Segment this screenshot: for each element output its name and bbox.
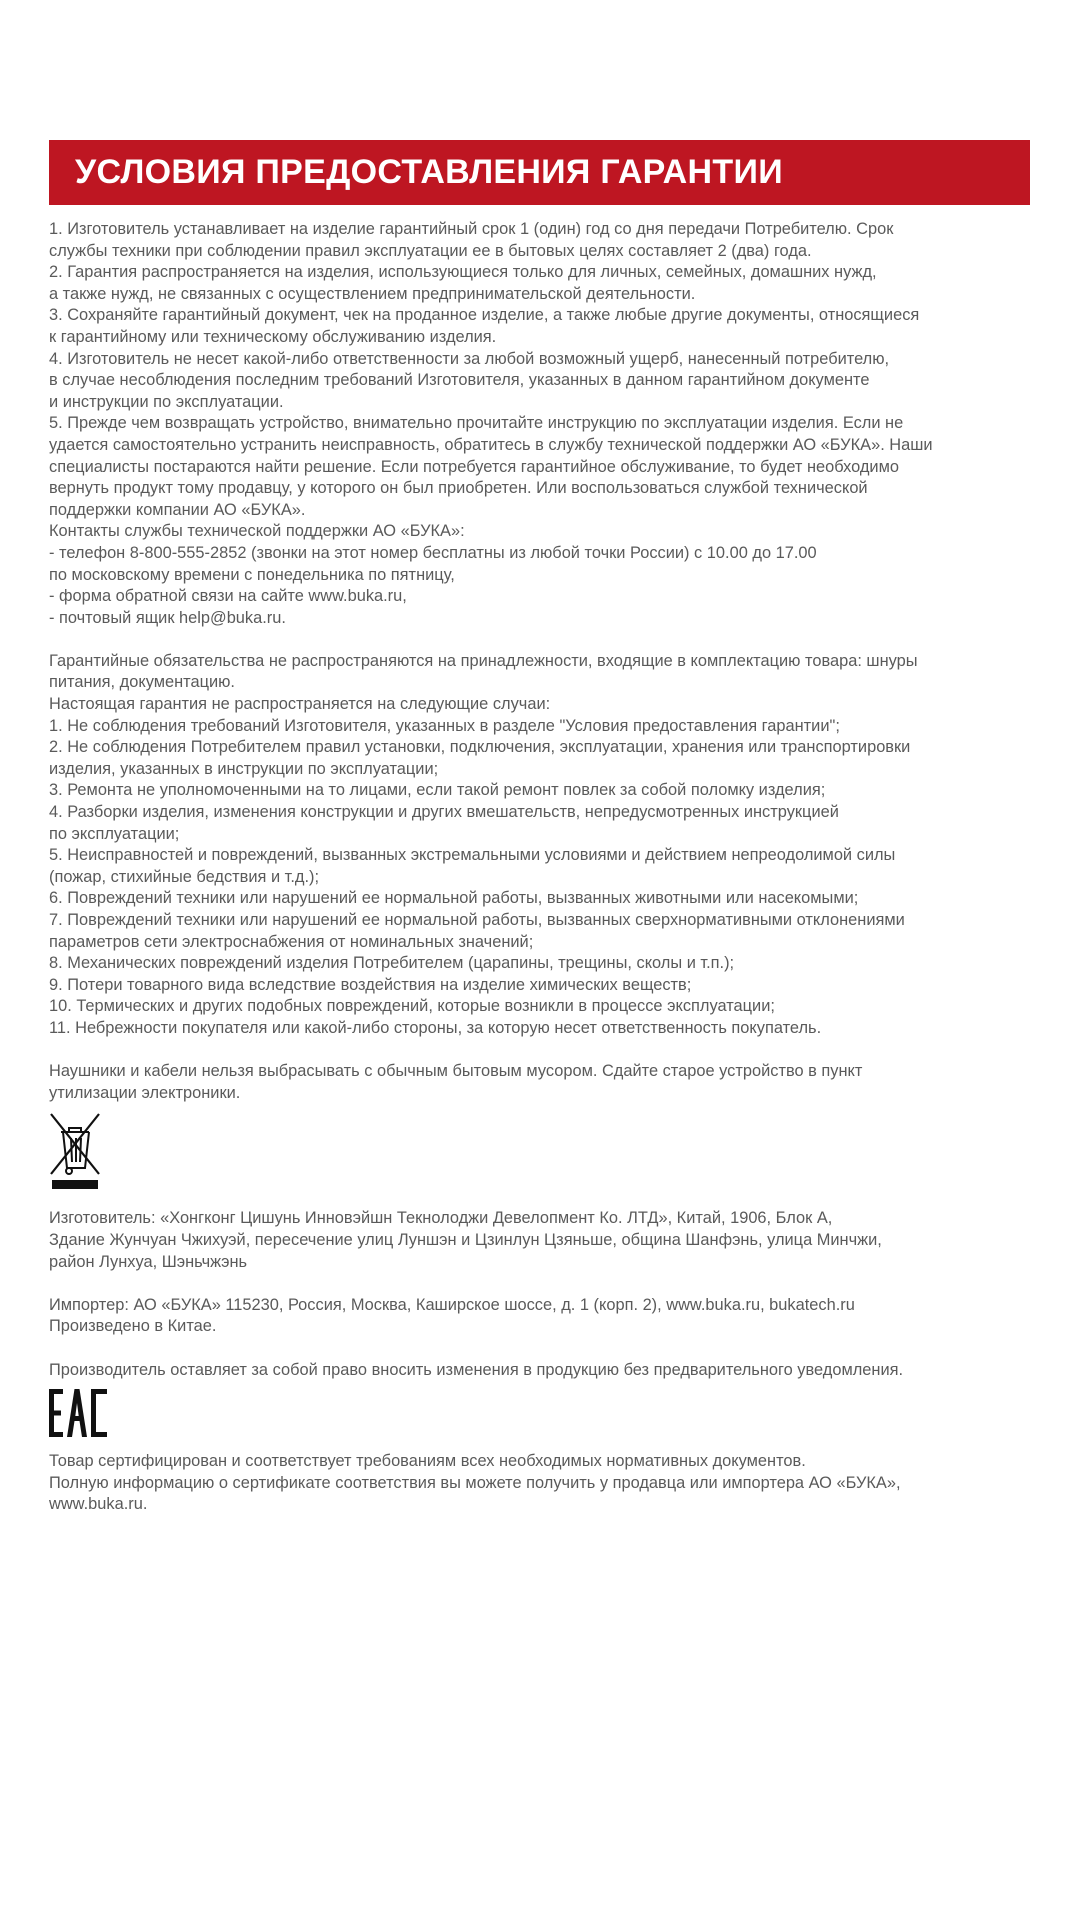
text-line: 3. Сохраняйте гарантийный документ, чек на проданное изделие, а также любые другие документы, относящиеся (49, 306, 920, 325)
text-line: службы техники при соблюдении правил эксплуатации ее в бытовых целях составляет 2 (два) года. (49, 241, 812, 260)
text-line: 5. Прежде чем возвращать устройство, внимательно прочитайте инструкцию по эксплуатации изделия. Если не (49, 414, 904, 433)
text-line: Здание Жунчуан Чжихуэй, пересечение улиц Луншэн и Цзинлун Цзяньше, община Шанфэнь, улица Минчжи, (49, 1230, 882, 1249)
text-line: - форма обратной связи на сайте www.buka.ru, (49, 587, 407, 606)
text-line: поддержки компании АО «БУКА». (49, 500, 306, 519)
text-line: Полную информацию о сертификате соответствия вы можете получить у продавца или импортера АО «БУКА», (49, 1473, 901, 1492)
text-line: 1. Не соблюдения требований Изготовителя, указанных в разделе "Условия предоставления гарантии"; (49, 716, 840, 735)
text-line: по московскому времени с понедельника по пятницу, (49, 565, 455, 584)
spacer (49, 1040, 1039, 1062)
text-line: 4. Изготовитель не несет какой-либо ответственности за любой возможный ущерб, нанесенный потребителю, (49, 349, 890, 368)
text-line: Контакты службы технической поддержки АО «БУКА»: (49, 522, 465, 541)
text-line: Импортер: АО «БУКА» 115230, Россия, Москва, Каширское шоссе, д. 1 (корп. 2), www.buka.ru, bukatech.ru (49, 1295, 855, 1314)
text-line: 3. Ремонта не уполномоченными на то лицами, если такой ремонт повлек за собой поломку изделия; (49, 781, 826, 800)
warranty-exclusions (49, 651, 1039, 1040)
text-line: Производитель оставляет за собой право вносить изменения в продукцию без предварительного уведомления. (49, 1360, 904, 1379)
text-line: а также нужд, не связанных с осуществлением предпринимательской деятельности. (49, 284, 696, 303)
text-line: Настоящая гарантия не распространяется на следующие случаи: (49, 695, 551, 714)
title-banner (49, 140, 1030, 205)
text-line: www.buka.ru. (49, 1495, 148, 1514)
text-line: район Лунхуа, Шэньчжэнь (49, 1252, 248, 1271)
spacer (49, 629, 1039, 651)
warranty-terms (49, 219, 1039, 629)
text-line: вернуть продукт тому продавцу, у которого он был приобретен. Или воспользоваться службой технической (49, 479, 868, 498)
text-line: 6. Повреждений техники или нарушений ее нормальной работы, вызванных животными или насекомыми; (49, 889, 859, 908)
text-line: Изготовитель: «Хонгконг Цишунь Инновэйшн Текнолоджи Девелопмент Ко. ЛТД», Китай, 1906, Блок А, (49, 1209, 833, 1228)
document-body (49, 219, 1039, 1516)
text-line: изделия, указанных в инструкции по эксплуатации; (49, 759, 439, 778)
text-line: Наушники и кабели нельзя выбрасывать с обычным бытовым мусором. Сдайте старое устройство в пункт (49, 1062, 863, 1081)
page-title: УСЛОВИЯ ПРЕДОСТАВЛЕНИЯ ГАРАНТИИ (75, 153, 783, 191)
text-line: параметров сети электроснабжения от номинальных значений; (49, 932, 534, 951)
text-line: 2. Не соблюдения Потребителем правил установки, подключения, эксплуатации, хранения или транспортировки (49, 738, 911, 757)
text-line: удается самостоятельно устранить неисправность, обратитесь в службу технической поддержки АО «БУКА». Наши (49, 435, 933, 454)
certification-info (49, 1451, 1039, 1516)
text-line: специалисты постараются найти решение. Если потребуется гарантийное обслуживание, то будет необходимо (49, 457, 899, 476)
text-line: утилизации электроники. (49, 1083, 241, 1102)
manufacturer-info (49, 1208, 1039, 1273)
text-line: 5. Неисправностей и повреждений, вызванных экстремальными условиями и действием непреодолимой силы (49, 846, 896, 865)
text-line: 4. Разборки изделия, изменения конструкции и других вмешательств, непредусмотренных инструкцией (49, 803, 839, 822)
disposal-notice (49, 1061, 1039, 1104)
text-line: к гарантийному или техническому обслуживанию изделия. (49, 327, 497, 346)
text-line: Товар сертифицирован и соответствует требованиям всех необходимых нормативных документов. (49, 1452, 806, 1471)
spacer (49, 1273, 1039, 1295)
text-line: 10. Термических и других подобных повреждений, которые возникли в процессе эксплуатации; (49, 997, 775, 1016)
spacer (49, 1338, 1039, 1360)
text-line: - телефон 8-800-555-2852 (звонки на этот номер бесплатны из любой точки России) с 10.00 до 17.00 (49, 543, 817, 562)
importer-info (49, 1295, 1039, 1338)
text-line: в случае несоблюдения последним требований Изготовителя, указанных в данном гарантийном документе (49, 371, 870, 390)
text-line: Произведено в Китае. (49, 1317, 217, 1336)
text-line: и инструкции по эксплуатации. (49, 392, 284, 411)
text-line: 11. Небрежности покупателя или какой-либо стороны, за которую несет ответственность покупатель. (49, 1018, 822, 1037)
text-line: (пожар, стихийные бедствия и т.д.); (49, 867, 320, 886)
text-line: по эксплуатации; (49, 824, 180, 843)
text-line: 9. Потери товарного вида вследствие воздействия на изделие химических веществ; (49, 975, 692, 994)
text-line: Гарантийные обязательства не распространяются на принадлежности, входящие в комплектацию товара: шнуры (49, 651, 918, 670)
text-line: 2. Гарантия распространяется на изделия, использующиеся только для личных, семейных, домашних нужд, (49, 263, 877, 282)
text-line: 8. Механических повреждений изделия Потребителем (царапины, трещины, сколы и т.п.); (49, 954, 735, 973)
text-line: питания, документацию. (49, 673, 235, 692)
text-line: 7. Повреждений техники или нарушений ее нормальной работы, вызванных сверхнормативными отклонениями (49, 911, 905, 929)
text-line: 1. Изготовитель устанавливает на изделие гарантийный срок 1 (один) год со дня передачи Потребителю. Срок (49, 220, 894, 238)
eac-mark-icon (49, 1387, 1039, 1441)
rights-notice (49, 1360, 1039, 1382)
crossed-out-wheelie-bin-icon (49, 1110, 1039, 1190)
text-line: - почтовый ящик help@buka.ru. (49, 608, 286, 627)
